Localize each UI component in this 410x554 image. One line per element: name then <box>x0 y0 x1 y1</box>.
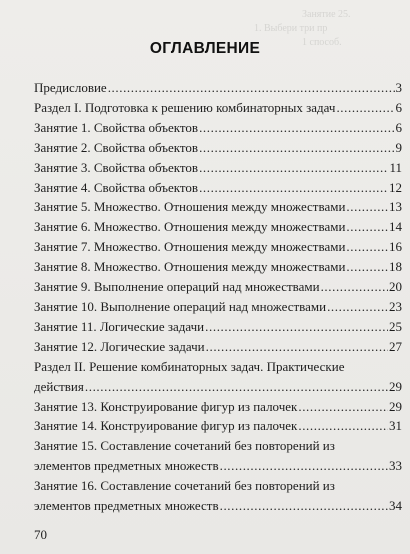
toc-entry-title: Занятие 8. Множество. Отношения между множествами <box>34 259 346 275</box>
dot-leader <box>346 197 388 217</box>
toc-entry-page: 3 <box>395 80 402 95</box>
toc-entry <box>34 436 402 476</box>
toc-entry-row <box>34 377 402 397</box>
toc-entry-row <box>34 158 402 178</box>
toc-entry <box>34 138 402 158</box>
toc-entry <box>34 78 402 98</box>
toc-entry <box>34 197 402 217</box>
dot-leader <box>205 317 388 337</box>
toc-entry-page: 25 <box>389 318 402 334</box>
toc-entry-page: 34 <box>389 498 402 514</box>
dot-leader <box>220 456 388 476</box>
toc-entry-title: Занятие 7. Множество. Отношения между множествами <box>34 239 346 255</box>
bleed-line: 1. Выбери три пр <box>254 23 328 34</box>
bleed-line: 1 способ. <box>302 37 342 48</box>
toc-entry-page: 11 <box>389 159 402 175</box>
toc-entry <box>34 337 402 357</box>
dot-leader <box>220 496 388 516</box>
toc-entry-title: Занятие 9. Выполнение операций над множествами <box>34 279 320 295</box>
page-number: 70 <box>34 527 47 542</box>
toc-entry <box>34 476 402 516</box>
toc-entry-page: 23 <box>389 298 402 314</box>
toc-entry-page: 6 <box>395 99 402 115</box>
toc-entry-row <box>34 138 402 158</box>
dot-leader <box>199 158 388 178</box>
toc-entry <box>34 317 402 337</box>
toc-entry <box>34 277 402 297</box>
toc-entry-page: 29 <box>389 398 402 414</box>
toc-entry-heading: Занятие 16. Составление сочетаний без повторений из <box>34 478 335 494</box>
toc-entry-title: элементов предметных множеств <box>34 498 219 514</box>
toc-entry-row <box>34 217 402 237</box>
toc-entry-page: 31 <box>389 418 402 434</box>
toc-entry <box>34 257 402 277</box>
toc-entry-page: 6 <box>395 119 402 135</box>
toc-entry-page: 29 <box>389 378 402 394</box>
bleed-line: Занятие 25. <box>302 9 351 20</box>
toc-entry-row <box>34 496 402 516</box>
toc-entry-row <box>34 98 402 118</box>
toc-entry-row <box>34 118 402 138</box>
dot-leader <box>346 237 388 257</box>
dot-leader <box>298 397 388 417</box>
dot-leader <box>336 98 394 118</box>
toc-entry <box>34 297 402 317</box>
toc-entry-row <box>34 277 402 297</box>
page-title: ОГЛАВЛЕНИЕ <box>149 40 261 57</box>
table-of-contents <box>34 78 402 516</box>
toc-entry <box>34 357 402 397</box>
toc-entry <box>34 118 402 138</box>
toc-entry-title: Предисловие <box>34 80 107 95</box>
toc-entry-row <box>34 416 402 436</box>
toc-entry-title: Занятие 4. Свойства объектов <box>34 179 199 195</box>
toc-entry <box>34 217 402 237</box>
toc-entry-title: Занятие 1. Свойства объектов <box>34 119 199 135</box>
toc-entry-title: Занятие 5. Множество. Отношения между множествами <box>34 199 346 215</box>
toc-entry-row <box>34 317 402 337</box>
toc-entry-page: 14 <box>389 219 402 235</box>
dot-leader <box>346 257 388 277</box>
dot-leader <box>199 118 394 138</box>
toc-entry <box>34 416 402 436</box>
toc-entry-row <box>34 78 402 98</box>
toc-entry-row <box>34 297 402 317</box>
toc-entry-title: Занятие 11. Логические задачи <box>34 318 205 334</box>
toc-entry-page: 9 <box>395 139 402 155</box>
toc-entry <box>34 178 402 198</box>
dot-leader <box>199 138 394 158</box>
dot-leader <box>108 78 395 98</box>
toc-entry <box>34 98 402 118</box>
toc-entry-row <box>34 178 402 198</box>
dot-leader <box>346 217 388 237</box>
toc-entry-page: 20 <box>389 279 402 295</box>
toc-entry-heading: Занятие 15. Составление сочетаний без повторений из <box>34 438 335 454</box>
dot-leader <box>199 178 388 198</box>
toc-entry-title: Занятие 6. Множество. Отношения между множествами <box>34 219 346 235</box>
toc-entry-row <box>34 257 402 277</box>
toc-entry <box>34 158 402 178</box>
dot-leader <box>321 277 388 297</box>
toc-entry-page: 18 <box>389 259 402 275</box>
toc-entry-title: Занятие 3. Свойства объектов <box>34 159 199 175</box>
dot-leader <box>327 297 388 317</box>
toc-entry-title: Занятие 10. Выполнение операций над множествами <box>34 298 327 314</box>
toc-entry-title: Раздел I. Подготовка к решению комбинаторных задач <box>34 99 336 115</box>
toc-entry-row <box>34 397 402 417</box>
toc-entry-title: Занятие 13. Конструирование фигур из палочек <box>34 398 298 414</box>
toc-entry-row <box>34 237 402 257</box>
toc-entry <box>34 237 402 257</box>
toc-entry-title: Занятие 14. Конструирование фигур из палочек <box>34 418 298 434</box>
toc-entry-row <box>34 197 402 217</box>
dot-leader <box>206 337 388 357</box>
toc-entry-title: Занятие 12. Логические задачи <box>34 338 205 354</box>
toc-entry <box>34 397 402 417</box>
toc-entry-page: 13 <box>389 199 402 215</box>
dot-leader <box>85 377 388 397</box>
toc-entry-page: 33 <box>389 458 402 474</box>
toc-entry-title: действия <box>34 378 84 394</box>
dot-leader <box>298 416 388 436</box>
toc-entry-page: 27 <box>389 338 402 354</box>
toc-entry-page: 12 <box>389 179 402 195</box>
toc-entry-page: 16 <box>389 239 402 255</box>
toc-entry-title: элементов предметных множеств <box>34 458 219 474</box>
toc-entry-row <box>34 337 402 357</box>
toc-entry-row <box>34 456 402 476</box>
toc-entry-title: Занятие 2. Свойства объектов <box>34 139 199 155</box>
toc-entry-heading: Раздел II. Решение комбинаторных задач. Практические <box>34 358 345 374</box>
